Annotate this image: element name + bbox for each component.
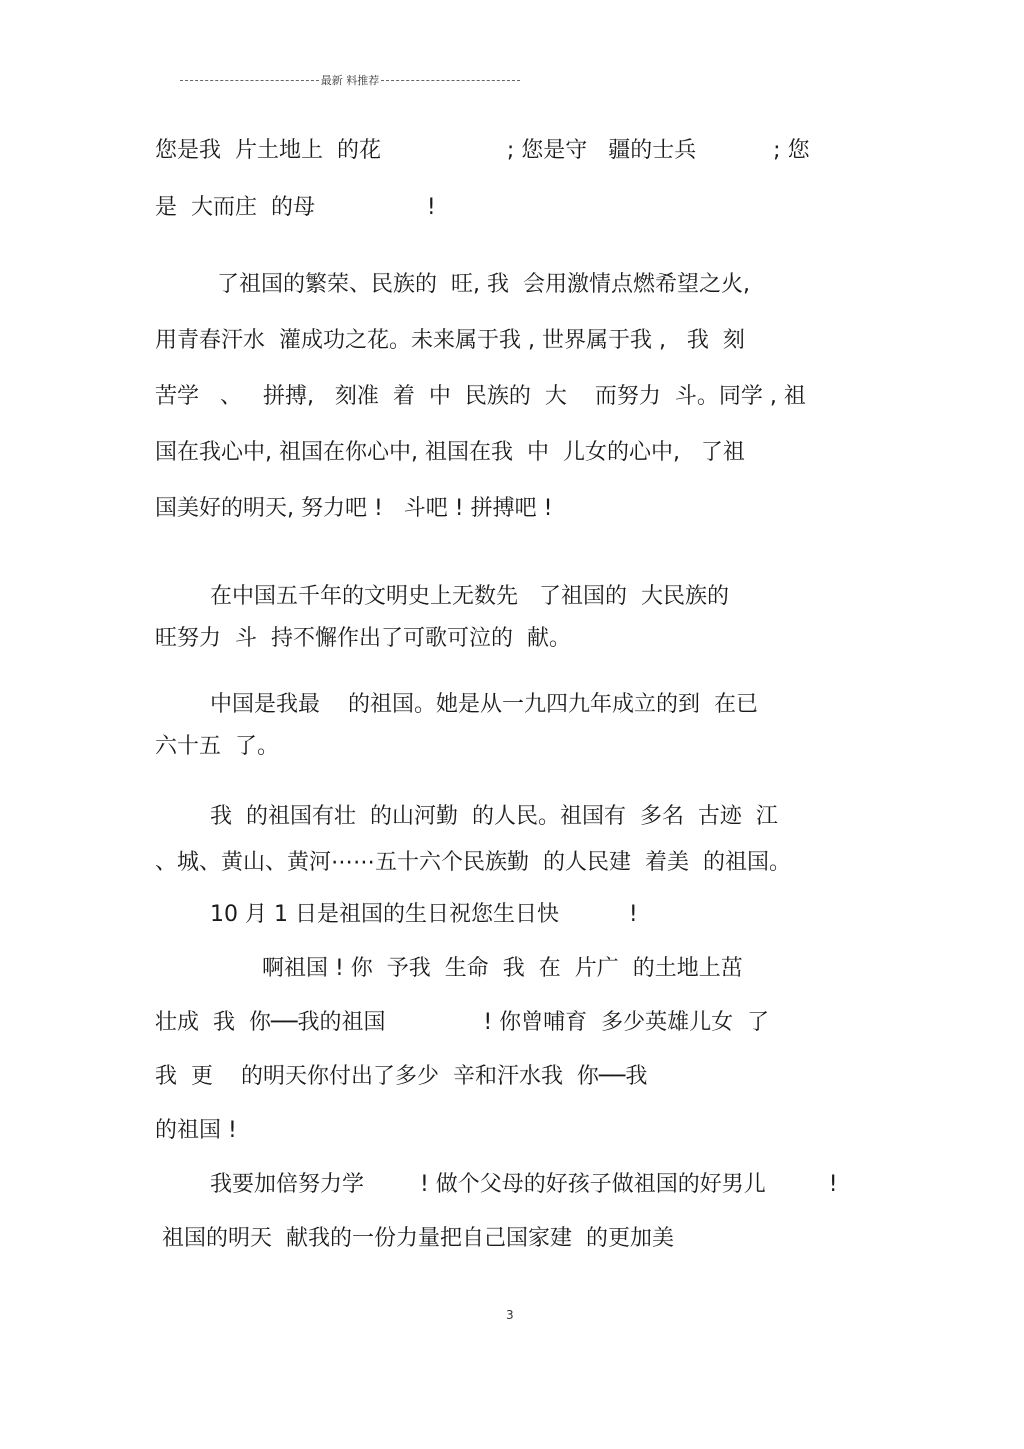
- text-line: 壮成 我 你──我的祖国 ! 你曾哺育 多少英雄儿女 了: [155, 1010, 770, 1035]
- text-line: 中国是我最 的祖国。她是从一九四九年成立的到 在已: [210, 692, 758, 717]
- text-line: 我要加倍努力学 ! 做个父母的好孩子做祖国的好男儿 !: [210, 1172, 838, 1197]
- header-dash-left: [180, 80, 319, 81]
- text-line: 您是我 片土地上 的花 ; 您是守 疆的士兵 ; 您: [155, 138, 810, 163]
- text-line: 了祖国的繁荣、民族的 旺, 我 会用激情点燃希望之火,: [210, 272, 750, 297]
- text-line: 国在我心中, 祖国在你心中, 祖国在我 中 儿女的心中, 了祖: [155, 440, 745, 465]
- text-line: 六十五 了。: [155, 734, 279, 759]
- header-title: 最新 料推荐: [320, 74, 380, 87]
- text-line: 用青春汗水 灌成功之花。未来属于我 , 世界属于我 , 我 刻: [155, 328, 745, 353]
- text-line: 在中国五千年的文明史上无数先 了祖国的 大民族的: [210, 584, 729, 609]
- text-line: 啊祖国 ! 你 予我 生命 我 在 片广 的土地上茁: [262, 956, 743, 981]
- text-line: 、城、黄山、黄河⋯⋯五十六个民族勤 的人民建 着美 的祖国。: [155, 850, 791, 875]
- text-line: 旺努力 斗 持不懈作出了可歌可泣的 献。: [155, 626, 571, 651]
- text-line: 10 月 1 日是祖国的生日祝您生日快 !: [210, 902, 638, 927]
- header-dash-right: [381, 80, 520, 81]
- text-line: 的祖国 !: [155, 1118, 237, 1143]
- page-header: [180, 70, 520, 90]
- text-line: 祖国的明天 献我的一份力量把自己国家建 的更加美: [162, 1226, 674, 1251]
- text-line: 国美好的明天, 努力吧 ! 斗吧 ! 拼搏吧 !: [155, 496, 553, 521]
- text-line: 苦学 、 拼搏, 刻准 着 中 民族的 大 而努力 斗。同学 , 祖: [155, 384, 806, 409]
- text-line: 是 大而庄 的母 !: [155, 195, 436, 220]
- text-line: 我 的祖国有壮 的山河勤 的人民。祖国有 多名 古迹 江: [210, 804, 778, 829]
- text-line: 我 更 的明天你付出了多少 辛和汗水我 你──我: [155, 1064, 648, 1089]
- page-number: 3: [506, 1308, 514, 1322]
